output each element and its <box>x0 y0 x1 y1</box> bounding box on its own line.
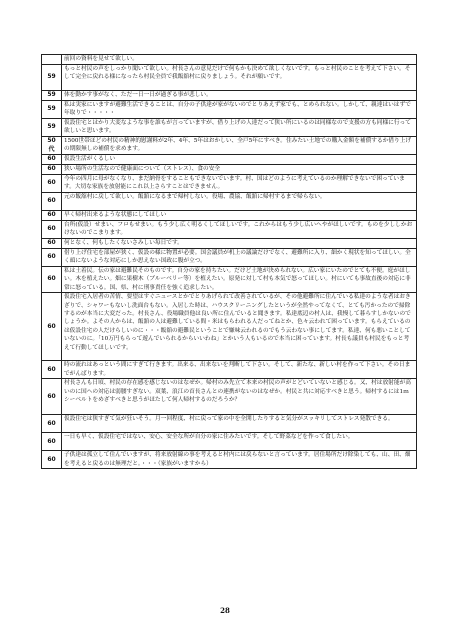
table-row <box>42 55 417 65</box>
age-cell: 60 <box>42 221 62 239</box>
comment-cell: 何となく、何もしたくないさみしい毎日です。 <box>62 239 417 249</box>
comment-cell: もっと村民の声をしっかり聞いて欲しい。村長さんの意見だけで何もかも決めて欲しくないです。もっと村民のことを考えて下さい。そして完全に戻れる様になったら村民全員で我飯舘村に戻りましょう。それが願いです。 <box>62 65 417 91</box>
comment-cell: 元の飯舘村に戻して欲しい。飯舘になるまで帰村しない。役場、農協、飯舘に帰村するまで帰らない。 <box>62 193 417 211</box>
comment-cell: 仮設住宅は狭すぎて気が狂いそう。月一回程度、村に戻って家の中を全開したりすると気分がスッキリしてストレス発散できる。 <box>62 415 417 433</box>
table-row <box>42 267 417 293</box>
age-cell: 60 <box>42 165 62 175</box>
age-cell: 59 <box>42 101 62 119</box>
age-cell: 60 <box>42 155 62 165</box>
age-cell: 60 <box>42 379 62 415</box>
comment-cell: 時の流れはあっという間にすぎて行きます。出来る、出来ないを判断して下さい。そして、新たな、新しい村を作って下さい。その日までがんばります。 <box>62 361 417 379</box>
age-cell: 60 <box>42 267 62 293</box>
comment-cell: 体を動かす事がなく、ただ一日一日が過ぎる事が悲しい。 <box>62 91 417 101</box>
page-number: 28 <box>220 606 230 615</box>
comment-cell: 早く帰村出来るような状態にしてほしい <box>62 211 417 221</box>
table-row <box>42 239 417 249</box>
table-row <box>42 361 417 379</box>
comment-cell: 一日も早く、仮設住宅ではない、安心、安全な所が自分の家に住みたいです。そして野菜などを作って食したい。 <box>62 433 417 451</box>
age-cell <box>42 55 62 65</box>
comment-cell: 私は土着民。伝の家は避難民そのものです。自分の家を持ちたい。だけど土地が決められない。広い家にいたのでとても不便。庭がほしい。木を植えたい。畑に果樹木（ブルーベリー等）を植えたい。原発に対して村も本気で怒ってほしい。村にいても事故直後の対応に非常に怒っている。国、県、村に刑事責任を強く追求したい。 <box>62 267 417 293</box>
comment-cell: 子供達は孤立して住んでいますが、将来放射線の事を考えると村内には戻らないと言っています。居住場所だけ除染しても、山、田、畑を考えると戻るのは無理だと。・・・（家族がいますから） <box>62 451 417 469</box>
comment-cell: 私は実家にいますが避難生活できることは、自分の子供達が家がないのでとりあえず家でも、とめられない。しかして、親達はいはずで年取りで・・・・・ <box>62 101 417 119</box>
survey-response-table <box>41 54 417 469</box>
comment-cell: 借り上げ住宅を部屋が狭く、仮設の様に物置が必要。国会議員が机上の議論だけでなく、避難所に入り、細かく現状を知ってほしい。全く頭にないような対応にしか思えない国政に腹が立つ。 <box>62 249 417 267</box>
table-row <box>42 379 417 415</box>
age-cell: 60 <box>42 249 62 267</box>
age-cell: 60 <box>42 211 62 221</box>
table-row <box>42 175 417 193</box>
comment-cell: 今年の四月に母がなくなり、まだ納骨をすることもできないでいます。村、国はどのように考えているのか理解できないで困っています。大切な家族を放射能にこれ以上さらすことはできません。 <box>62 175 417 193</box>
comment-cell: 狭い場所の生活なので健康面について（ストレス）、食の安全 <box>62 165 417 175</box>
age-cell: 60 <box>42 415 62 433</box>
age-cell: 60 <box>42 175 62 193</box>
age-cell: 60 <box>42 193 62 211</box>
table-row <box>42 193 417 211</box>
table-row <box>42 249 417 267</box>
table-row <box>42 101 417 119</box>
survey-table-body <box>42 55 417 469</box>
age-cell: 50 代 <box>42 137 62 155</box>
comment-cell: 前回の資料を見せて欲しい。 <box>62 55 417 65</box>
table-row <box>42 155 417 165</box>
age-cell: 59 <box>42 91 62 101</box>
table-row <box>42 293 417 361</box>
table-row <box>42 65 417 91</box>
table-row <box>42 165 417 175</box>
age-cell: 59 <box>42 65 62 91</box>
table-row <box>42 221 417 239</box>
table-row <box>42 137 417 155</box>
age-cell: 60 <box>42 451 62 469</box>
table-row <box>42 451 417 469</box>
comment-cell: 仮設住宅入居者の苦情、要望はすぐニュースとかでとりあげられて改善されているが、その他避難所に住んでいる私達のような者はおきざりで、シャワーもないし洗面台もない。入居した時は、ハウスクリーニングしたというが全然やってなくて、とても汚かったので掃除するのが本当に大変だった。村長さん、役場職員他は良い所に住んでいると聞きます。私達底辺の村人は、我慢して暮らすしかないのでしょうか。よその人からは、飯舘の人は避難している間・米はもらわれる人だってねとか、色々云われて困っています。もらえているのは仮設住宅の人だけらしいのに・・・飯舘の避難民ということで嫌味云われるのでもう云わない事にしてます。私達、何も悪いことしていないのに。「10万円もらって遊んでいられるからいいわね」とかいう人もいるので本当に困っています。村長も議員も村民をもっと考えて行動してほしいです。 <box>62 293 417 361</box>
table-row <box>42 119 417 137</box>
table-row <box>42 211 417 221</box>
age-cell: 60 <box>42 433 62 451</box>
comment-cell: 1500世帯ほどの村民の精神的慰謝料が2年、4年、5年はおかしい、全戸5年にすべき。住みたい土地での購入金額を補償するか借り上げの期限無しの補償を求めます。 <box>62 137 417 155</box>
age-cell: 59 <box>42 119 62 137</box>
table-row <box>42 91 417 101</box>
age-cell: 60 <box>42 293 62 361</box>
table-row <box>42 433 417 451</box>
table-row <box>42 415 417 433</box>
comment-cell: 村長さんも日頃、村民の存在感を感じないのはなぜか。帰村のみ先立て本来の村民の声がとどいていないと感じる。又、村は放射能が高いのに国への対応は弱腰すぎない。双葉、浪江の首長さんとの連携がないのはなぜか。村民と共に対応すべきと思う。帰村するには1ｍシーベルトをめざすべきと思うがほたして何人帰村するのだろうか？ <box>62 379 417 415</box>
age-cell: 60 <box>42 361 62 379</box>
comment-cell: 仮設住宅とはかり大変なような事を誰もが言っていますが、借り上げの人達だって狭い所にいるのは同様なので支援の方も同様に行って欲しいと思います。 <box>62 119 417 137</box>
comment-cell: 仮設生活がくるしい <box>62 155 417 165</box>
comment-cell: 台所(仮設）せまい、フロもせまい。もう少し広く明るくしてほしいです。これからはもう少し広いへやがほしいです。ものを少ししかおけないのでこまります。 <box>62 221 417 239</box>
age-cell: 60 <box>42 239 62 249</box>
